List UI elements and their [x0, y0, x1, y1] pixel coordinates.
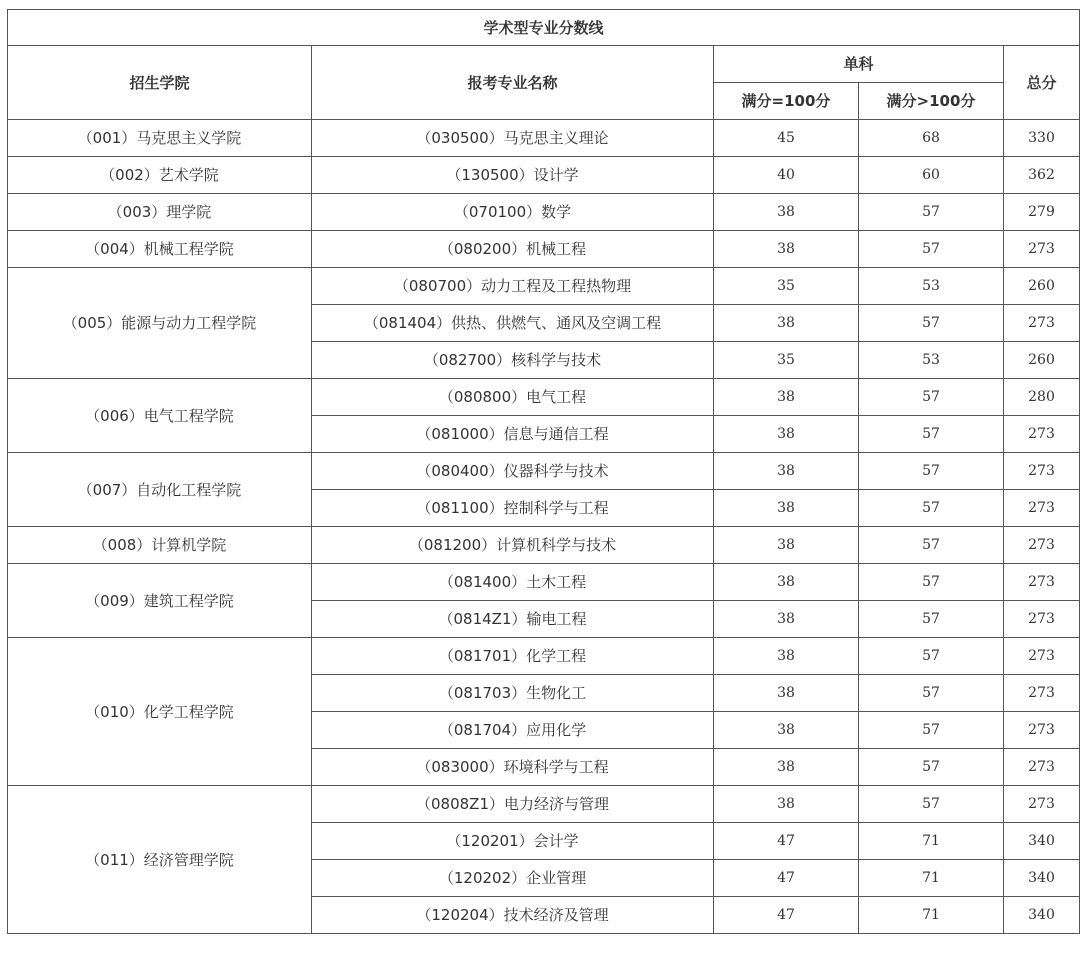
score-full-100-cell: 38 [714, 416, 859, 453]
school-cell: （002）艺术学院 [8, 157, 312, 194]
header-school: 招生学院 [8, 46, 312, 120]
score-full-100-cell: 38 [714, 786, 859, 823]
score-full-100-cell: 47 [714, 823, 859, 860]
total-score-cell: 273 [1004, 712, 1080, 749]
total-score-cell: 260 [1004, 268, 1080, 305]
score-full-over-100-cell: 57 [859, 564, 1004, 601]
score-full-100-cell: 38 [714, 379, 859, 416]
score-full-100-cell: 45 [714, 120, 859, 157]
total-score-cell: 273 [1004, 490, 1080, 527]
score-full-over-100-cell: 57 [859, 416, 1004, 453]
major-cell: （081400）土木工程 [312, 564, 714, 601]
table-row [8, 268, 1080, 305]
header-full-over-100: 满分>100分 [859, 83, 1004, 120]
major-cell: （070100）数学 [312, 194, 714, 231]
major-cell: （080200）机械工程 [312, 231, 714, 268]
score-full-100-cell: 38 [714, 601, 859, 638]
table-row [8, 120, 1080, 157]
school-cell: （006）电气工程学院 [8, 379, 312, 453]
total-score-cell: 273 [1004, 527, 1080, 564]
score-full-over-100-cell: 57 [859, 194, 1004, 231]
major-cell: （120204）技术经济及管理 [312, 897, 714, 934]
score-full-over-100-cell: 57 [859, 527, 1004, 564]
total-score-cell: 273 [1004, 786, 1080, 823]
total-score-cell: 340 [1004, 860, 1080, 897]
school-cell: （009）建筑工程学院 [8, 564, 312, 638]
table-row [8, 157, 1080, 194]
school-cell: （001）马克思主义学院 [8, 120, 312, 157]
score-full-over-100-cell: 71 [859, 897, 1004, 934]
table-body [8, 120, 1080, 934]
score-full-100-cell: 38 [714, 490, 859, 527]
score-full-over-100-cell: 57 [859, 786, 1004, 823]
score-full-over-100-cell: 57 [859, 638, 1004, 675]
total-score-cell: 362 [1004, 157, 1080, 194]
major-cell: （120202）企业管理 [312, 860, 714, 897]
table-row [8, 527, 1080, 564]
score-full-100-cell: 38 [714, 527, 859, 564]
major-cell: （081100）控制科学与工程 [312, 490, 714, 527]
school-cell: （004）机械工程学院 [8, 231, 312, 268]
major-cell: （081704）应用化学 [312, 712, 714, 749]
total-score-cell: 273 [1004, 601, 1080, 638]
major-cell: （0814Z1）输电工程 [312, 601, 714, 638]
total-score-cell: 273 [1004, 638, 1080, 675]
header-total: 总分 [1004, 46, 1080, 120]
score-full-over-100-cell: 57 [859, 305, 1004, 342]
total-score-cell: 340 [1004, 823, 1080, 860]
table-row [8, 231, 1080, 268]
major-cell: （0808Z1）电力经济与管理 [312, 786, 714, 823]
header-major: 报考专业名称 [312, 46, 714, 120]
score-full-100-cell: 38 [714, 675, 859, 712]
score-full-over-100-cell: 57 [859, 749, 1004, 786]
table-row [8, 564, 1080, 601]
score-full-over-100-cell: 57 [859, 379, 1004, 416]
score-full-over-100-cell: 53 [859, 268, 1004, 305]
score-full-over-100-cell: 53 [859, 342, 1004, 379]
score-full-over-100-cell: 71 [859, 860, 1004, 897]
score-full-over-100-cell: 57 [859, 675, 1004, 712]
score-table-container [7, 9, 1079, 934]
score-full-100-cell: 47 [714, 897, 859, 934]
total-score-cell: 273 [1004, 305, 1080, 342]
score-full-100-cell: 35 [714, 342, 859, 379]
score-full-100-cell: 38 [714, 231, 859, 268]
school-cell: （003）理学院 [8, 194, 312, 231]
score-full-over-100-cell: 60 [859, 157, 1004, 194]
school-cell: （011）经济管理学院 [8, 786, 312, 934]
major-cell: （130500）设计学 [312, 157, 714, 194]
score-full-100-cell: 38 [714, 638, 859, 675]
major-cell: （080800）电气工程 [312, 379, 714, 416]
total-score-cell: 330 [1004, 120, 1080, 157]
score-full-100-cell: 38 [714, 453, 859, 490]
table-row [8, 194, 1080, 231]
score-full-100-cell: 38 [714, 749, 859, 786]
table-row [8, 638, 1080, 675]
score-full-over-100-cell: 57 [859, 231, 1004, 268]
score-full-100-cell: 38 [714, 712, 859, 749]
major-cell: （081703）生物化工 [312, 675, 714, 712]
table-row [8, 786, 1080, 823]
total-score-cell: 340 [1004, 897, 1080, 934]
total-score-cell: 273 [1004, 749, 1080, 786]
score-full-100-cell: 47 [714, 860, 859, 897]
score-full-over-100-cell: 57 [859, 453, 1004, 490]
table-row [8, 379, 1080, 416]
major-cell: （081404）供热、供燃气、通风及空调工程 [312, 305, 714, 342]
total-score-cell: 280 [1004, 379, 1080, 416]
score-full-over-100-cell: 71 [859, 823, 1004, 860]
score-full-100-cell: 38 [714, 194, 859, 231]
major-cell: （083000）环境科学与工程 [312, 749, 714, 786]
score-full-over-100-cell: 68 [859, 120, 1004, 157]
score-full-over-100-cell: 57 [859, 601, 1004, 638]
score-full-100-cell: 35 [714, 268, 859, 305]
score-full-over-100-cell: 57 [859, 490, 1004, 527]
total-score-cell: 279 [1004, 194, 1080, 231]
school-cell: （005）能源与动力工程学院 [8, 268, 312, 379]
major-cell: （030500）马克思主义理论 [312, 120, 714, 157]
major-cell: （080400）仪器科学与技术 [312, 453, 714, 490]
score-full-100-cell: 40 [714, 157, 859, 194]
score-full-100-cell: 38 [714, 305, 859, 342]
major-cell: （081701）化学工程 [312, 638, 714, 675]
score-full-over-100-cell: 57 [859, 712, 1004, 749]
major-cell: （081200）计算机科学与技术 [312, 527, 714, 564]
total-score-cell: 273 [1004, 675, 1080, 712]
header-single-subject: 单科 [714, 46, 1004, 83]
total-score-cell: 273 [1004, 231, 1080, 268]
school-cell: （010）化学工程学院 [8, 638, 312, 786]
score-table [7, 9, 1080, 934]
major-cell: （081000）信息与通信工程 [312, 416, 714, 453]
total-score-cell: 273 [1004, 416, 1080, 453]
major-cell: （080700）动力工程及工程热物理 [312, 268, 714, 305]
major-cell: （082700）核科学与技术 [312, 342, 714, 379]
major-cell: （120201）会计学 [312, 823, 714, 860]
table-row [8, 453, 1080, 490]
total-score-cell: 273 [1004, 453, 1080, 490]
total-score-cell: 260 [1004, 342, 1080, 379]
header-full-100: 满分=100分 [714, 83, 859, 120]
school-cell: （008）计算机学院 [8, 527, 312, 564]
score-full-100-cell: 38 [714, 564, 859, 601]
school-cell: （007）自动化工程学院 [8, 453, 312, 527]
table-title: 学术型专业分数线 [8, 10, 1080, 46]
total-score-cell: 273 [1004, 564, 1080, 601]
